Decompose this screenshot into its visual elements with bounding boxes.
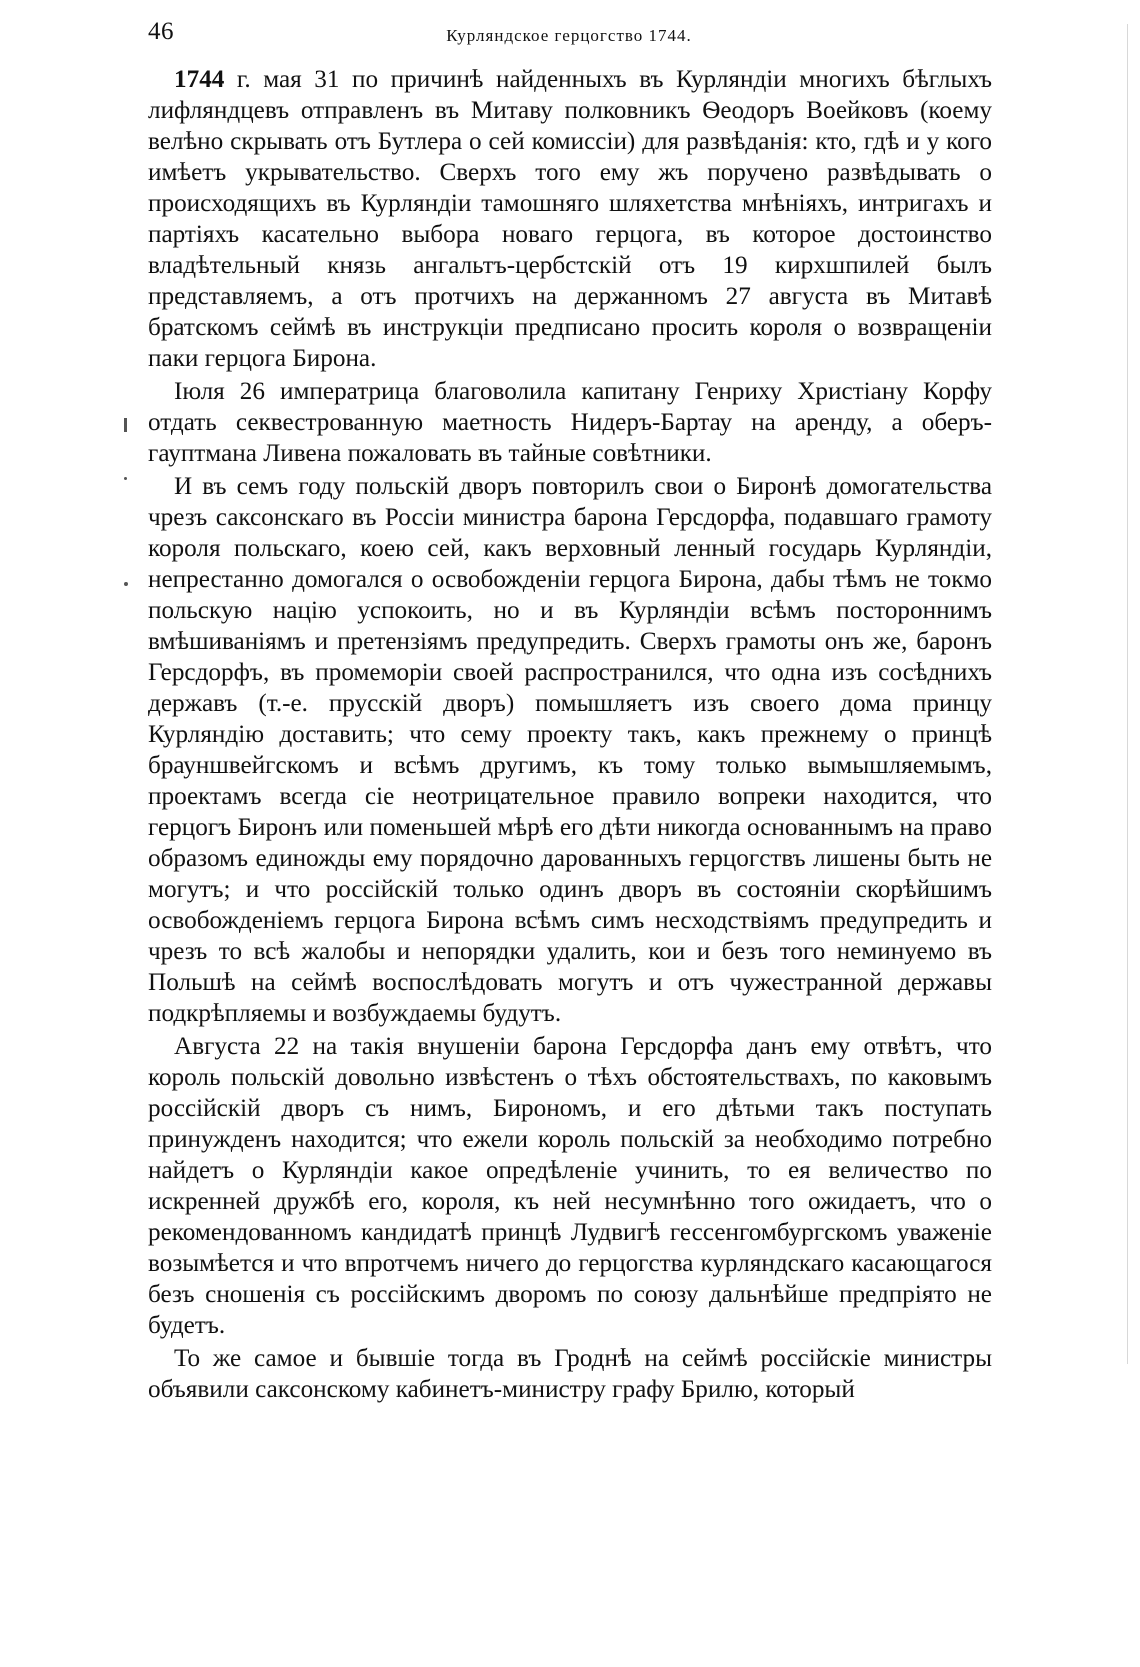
margin-mark <box>124 418 127 432</box>
year-label: 1744 <box>174 66 225 93</box>
paragraph-text: г. мая 31 по причинѣ найденныхъ въ Курляндіи многихъ бѣглыхъ лифляндцевъ отправленъ въ Митаву полковникъ Ѳеодоръ Воейковъ (коему велѣно скрывать отъ Бутлера о сей комиссіи) для развѣданія: кто, гдѣ и у кого имѣетъ укрывательство. Сверхъ того ему жъ поручено развѣдывать о происходящихъ въ Курляндіи тамошняго шляхетства мнѣніяхъ, интригахъ и партіяхъ касательно выбора новаго герцога, въ которое достоинство владѣтельный князь ангальтъ-цербстскій отъ 19 кирхшпилей былъ представляемъ, а отъ протчихъ на держанномъ 27 августа въ Митавѣ братскомъ сеймѣ въ инструкціи предписано просить короля о возвращеніи паки герцога Бирона. <box>148 66 992 372</box>
running-head <box>148 18 990 58</box>
margin-dot <box>124 582 128 586</box>
paragraph-august-22: Августа 22 на такія внушеніи барона Герсдорфа данъ ему отвѣтъ, что король польскій довольно извѣстенъ о тѣхъ обстоятельствахъ, по каковымъ россійскій дворъ съ нимъ, Бирономъ, и его дѣтьми такъ поступать принужденъ находится; что ежели король польскій за необходимо потребно найдетъ о Курляндіи какое опредѣленіе учинить, то ея величество по искренней дружбѣ его, короля, къ ней несумнѣнно того ожидаетъ, что о рекомендованномъ кандидатѣ принцѣ Лудвигѣ гессенгомбургскомъ уваженіе возымѣется и что впротчемъ ничего до герцогства курляндскаго касающагося безъ сношенія съ россійскимъ дворомъ по союзу дальнѣйше предпріято не будетъ. <box>148 1033 992 1339</box>
margin-dot <box>124 477 127 480</box>
running-title: Курляндское герцогство 1744. <box>446 26 692 45</box>
paragraph-july-26: Іюля 26 императрица благоволила капитану Генриху Христіану Корфу отдать секвестрованную маетность Нидеръ-Бартау на аренду, а оберъ-гауптмана Ливена пожаловать въ тайные совѣтники. <box>148 378 992 467</box>
body-text <box>148 64 992 1405</box>
paragraph-1744-may <box>148 64 992 374</box>
paragraph-polish-court: И въ семъ году польскій дворъ повторилъ свои о Биронѣ домогательства чрезъ саксонскаго въ Россіи министра барона Герсдорфа, подавшаго грамоту короля польскаго, коею сей, какъ верховный ленный государь Курляндіи, непрестанно домогался о освобожденіи герцога Бирона, дабы тѣмъ не токмо польскую націю успокоить, но и въ Курляндіи всѣмъ постороннимъ вмѣшиваніямъ и претензіямъ предупредить. Сверхъ грамоты онъ же, баронъ Герсдорфъ, въ промеморіи своей распространился, что одна изъ сосѣднихъ державъ (т.-е. прусскій дворъ) помышляетъ изъ своего дома принцу Курляндію доставить; что сему проекту такъ, какъ прежнему о принцѣ брауншвейгскомъ и всѣмъ другимъ, къ тому только вымышляемымъ, проектамъ всегда сіе неотрицательное правило вопреки находится, что герцогъ Биронъ или поменьшей мѣрѣ его дѣти никогда основаннымъ на право образомъ единожды ему порядочно дарованныхъ герцогствъ лишены быть не могутъ; и что россійскій только одинъ дворъ въ состояніи скорѣйшимъ освобожденіемъ герцога Бирона всѣмъ симъ несходствіямъ предупредить и чрезъ то всѣ жалобы и непорядки удалить, кои и безъ того неминуемо въ Польшѣ на сеймѣ воспослѣдовать могутъ и отъ чужестранной державы подкрѣпляемы и возбуждаемы будутъ. <box>148 473 992 1027</box>
paragraph-grodno: То же самое и бывшіе тогда въ Гроднѣ на сеймѣ россійскіе министры объявили саксонскому кабинетъ-министру графу Брилю, который <box>148 1345 992 1403</box>
page-number: 46 <box>148 18 174 45</box>
scan-edge-line <box>1127 24 1128 1364</box>
